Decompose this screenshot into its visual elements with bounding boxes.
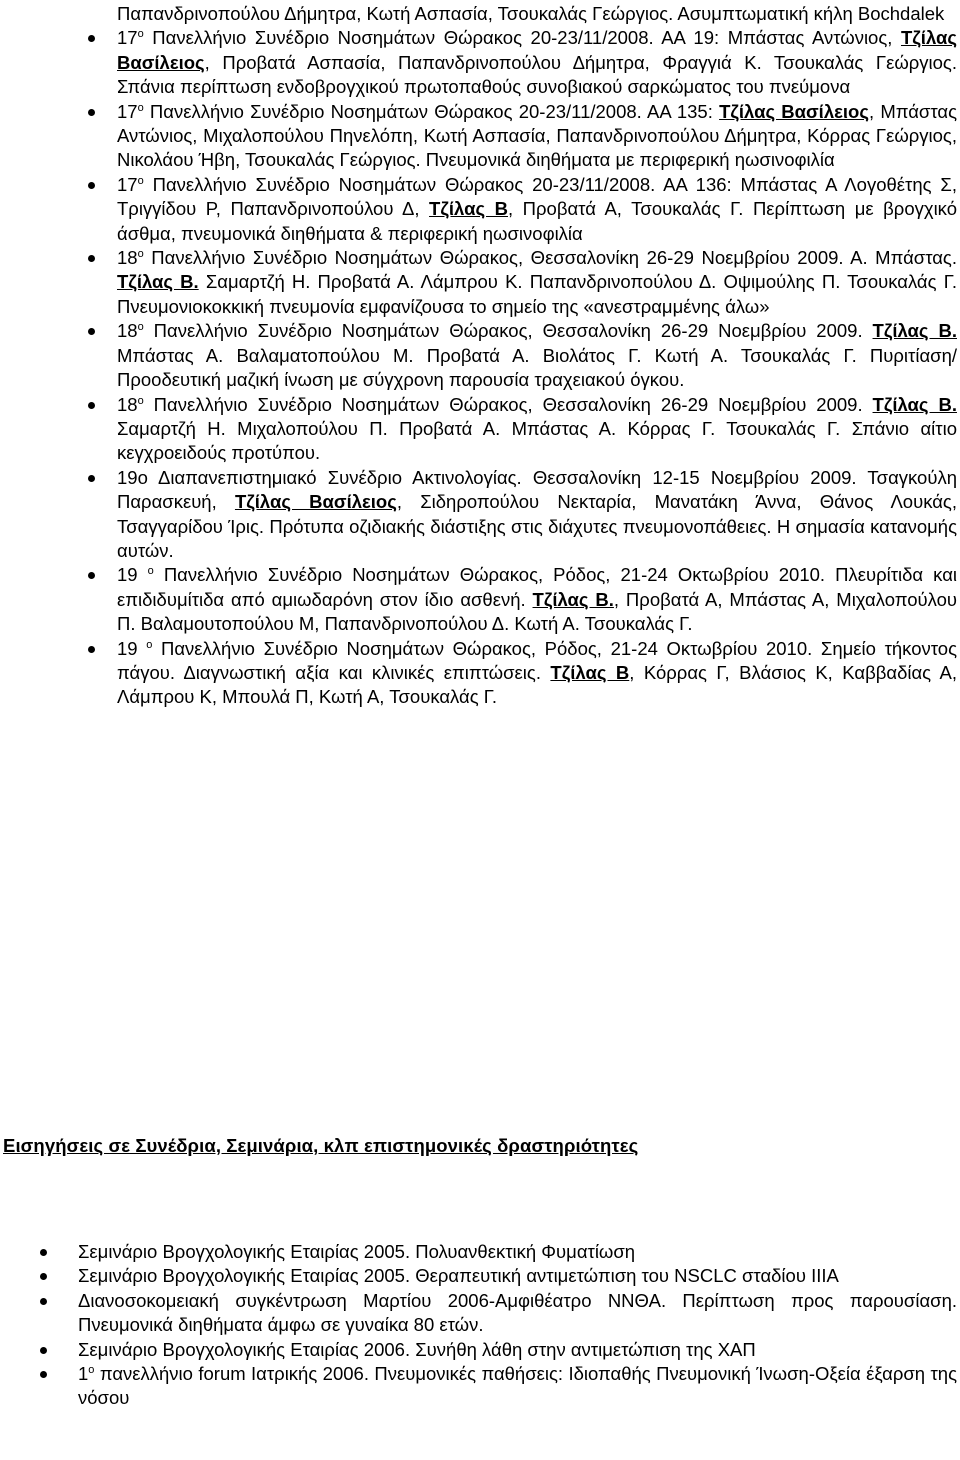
entry-text: Διανοσοκομειακή συγκέντρωση Μαρτίου 2006-Αμφιθέατρο ΝΝΘΑ. Περίπτωση προς παρουσίαση. Πνευμονικά διηθήματα άμφω σε γυναίκα 80 ετών.	[78, 1289, 957, 1336]
entry-text: Μπάστας Α. Βαλαματοπούλου Μ. Προβατά Α. Βιολάτος Γ. Κωτή Α. Τσουκαλάς Γ. Πυριτίαση/Προοδευτική μαζική ίνωση με σύγχρονη παρουσία τραχειακού όγκου.	[117, 344, 957, 391]
entry-text: Πανελλήνιο Συνέδριο Νοσημάτων Θώρακος 20-23/11/2008. ΑΑ 136: Μπάστας Α Λογοθέτης Σ, Τριγγίδου Ρ, Παπανδρινοπούλου Δ,	[117, 173, 957, 220]
entry-text: Σεμινάριο Βρογχολογικής Εταιρίας 2006. Συνήθη λάθη στην αντιμετώπιση της ΧΑΠ	[78, 1338, 756, 1360]
talks-list	[78, 1240, 957, 1411]
list-item	[117, 26, 957, 99]
author-highlight: Τζίλας Βασίλειος	[117, 27, 957, 73]
entry-text: 18	[117, 247, 138, 269]
entry-text: 18	[117, 393, 138, 415]
ordinal-superscript: ο	[137, 101, 144, 114]
author-highlight: Τζίλας Β	[429, 198, 508, 220]
list-item	[78, 1289, 957, 1338]
entry-text: Σεμινάριο Βρογχολογικής Εταιρίας 2005. Θεραπευτική αντιμετώπιση του NSCLC σταδίου ΙΙΙΑ	[78, 1265, 839, 1287]
list-item	[117, 637, 957, 710]
author-highlight: Τζίλας Β.	[532, 588, 614, 610]
ordinal-superscript: ο	[137, 28, 144, 41]
section-heading: Εισηγήσεις σε Συνέδρια, Σεμινάρια, κλπ επιστημονικές δραστηριότητες	[3, 1135, 639, 1156]
list-item	[117, 319, 957, 392]
list-item	[117, 100, 957, 173]
entry-text: Πανελλήνιο Συνέδριο Νοσημάτων Θώρακος 20-23/11/2008. ΑΑ 19: Μπάστας Αντώνιος,	[143, 27, 901, 49]
entry-text: 17	[117, 100, 138, 122]
entry-text: πανελλήνιο forum Ιατρικής 2006. Πνευμονικές παθήσεις: Ιδιοπαθής Πνευμονική Ίνωση-Οξεία έξαρση της νόσου	[78, 1363, 957, 1409]
entry-text: 17	[117, 173, 138, 195]
author-highlight: Τζίλας Βασίλειος	[234, 491, 397, 513]
entry-text: , Προβατά Ασπασία, Παπανδρινοπούλου Δήμητρα, Φραγγιά Κ. Τσουκαλάς Γεώργιος. Σπάνια περίπτωση ενδοβρογχικού πρωτοπαθούς συνοβιακού σαρκώματος του πνεύμονα	[117, 51, 957, 98]
ordinal-superscript: ο	[137, 321, 144, 334]
list-item	[78, 1264, 957, 1288]
author-highlight: Τζίλας Β.	[872, 320, 957, 342]
entry-text: Παπανδρινοπούλου Δήμητρα, Κωτή Ασπασία, Τσουκαλάς Γεώργιος. Ασυμπτωματική κήλη Bochdalek	[117, 3, 945, 24]
entry-text: 19	[117, 564, 148, 586]
entry-text: , Σιδηροπούλου Νεκταρία, Μανατάκη Άννα, Θάνος Λουκάς, Τσαγγαρίδου Ίρις. Πρότυπα οζιδιακής διάστιξης στις διάχυτες πνευμονοπάθειες. Η σημασία κατανομής αυτών.	[117, 491, 957, 561]
list-item	[117, 563, 957, 636]
list-item	[117, 246, 957, 319]
ordinal-superscript: ο	[147, 565, 154, 578]
list-item	[78, 1240, 957, 1264]
ordinal-superscript: ο	[146, 638, 153, 651]
list-item	[78, 1338, 957, 1362]
list-item	[117, 173, 957, 246]
entry-text: , Προβατά Α, Τσουκαλάς Γ. Περίπτωση με βρογχικό άσθμα, πνευμονικά διηθήματα & περιφερική ηωσινοφιλία	[117, 198, 957, 244]
entry-text: Πανελλήνιο Συνέδριο Νοσημάτων Θώρακος, Θεσσαλονίκη 26-29 Νοεμβρίου 2009.	[143, 393, 873, 415]
author-highlight: Τζίλας Β	[550, 661, 630, 683]
entry-text: Πανελλήνιο Συνέδριο Νοσημάτων Θώρακος, Θεσσαλονίκη 26-29 Νοεμβρίου 2009. Α. Μπάστας.	[143, 247, 957, 269]
entry-text: 17	[117, 27, 138, 49]
list-item	[78, 1362, 957, 1411]
entry-text: Σεμινάριο Βρογχολογικής Εταιρίας 2005. Πολυανθεκτική Φυματίωση	[78, 1241, 636, 1262]
list-item	[117, 466, 957, 564]
ordinal-superscript: ο	[137, 394, 144, 407]
entry-text: Σαμαρτζή Η. Προβατά Α. Λάμπρου Κ. Παπανδρινοπούλου Δ. Οψιμούλης Π. Τσουκαλάς Γ. Πνευμονιοκοκκική πνευμονία εμφανίζουσα το σημείο της «ανεστραμμένης άλω»	[117, 271, 957, 317]
publication-list	[117, 2, 957, 710]
entry-text: Πανελλήνιο Συνέδριο Νοσημάτων Θώρακος, Ρόδος, 21-24 Οκτωβρίου 2010. Σημείο τήκοντος πάγου. Διαγνωστική αξία και κλινικές επιπτώσεις.	[117, 637, 957, 683]
entry-text: 18	[117, 320, 138, 342]
entry-text: , Μπάστας Αντώνιος, Μιχαλοπούλου Πηνελόπη, Κωτή Ασπασία, Παπανδρινοπούλου Δήμητρα, Κόρρας Γεώργιος, Νικολάου Ήβη, Τσουκαλάς Γεώργιος. Πνευμονικά διηθήματα με περιφερική ηωσινοφιλία	[117, 100, 957, 171]
entry-text: 19ο Διαπανεπιστημιακό Συνέδριο Ακτινολογίας. Θεσσαλονίκη 12-15 Νοεμβρίου 2009. Τσαγκούλη Παρασκευή,	[117, 466, 957, 513]
author-highlight: Τζίλας Β.	[117, 271, 199, 293]
ordinal-superscript: ο	[88, 1363, 95, 1376]
entry-text: Πανελλήνιο Συνέδριο Νοσημάτων Θώρακος, Θεσσαλονίκη 26-29 Νοεμβρίου 2009.	[143, 320, 873, 342]
list-item	[117, 393, 957, 466]
entry-text: 19	[117, 637, 147, 659]
list-item	[117, 2, 957, 26]
ordinal-superscript: ο	[137, 247, 144, 260]
ordinal-superscript: ο	[137, 174, 144, 187]
entry-text: , Κόρρας Γ, Βλάσιος Κ, Καββαδίας Α, Λάμπρου Κ, Μπουλά Π, Κωτή Α, Τσουκαλάς Γ.	[117, 661, 958, 708]
entry-text: Πανελλήνιο Συνέδριο Νοσημάτων Θώρακος 20-23/11/2008. ΑΑ 135:	[143, 100, 720, 122]
entry-text: Πανελλήνιο Συνέδριο Νοσημάτων Θώρακος, Ρόδος, 21-24 Οκτωβρίου 2010. Πλευρίτιδα και επιδιδυμίτιδα από αμιωδαρόνη στον ίδιο ασθενή.	[117, 564, 958, 610]
author-highlight: Τζίλας Β.	[872, 393, 957, 415]
entry-text: , Προβατά Α, Μπάστας Α, Μιχαλοπούλου Π. Βαλαμουτοπούλου Μ, Παπανδρινοπούλου Δ. Κωτή Α. Τσουκαλάς Γ.	[117, 588, 958, 635]
entry-text: 1	[78, 1363, 89, 1385]
entry-text: Σαμαρτζή Η. Μιχαλοπούλου Π. Προβατά Α. Μπάστας Α. Κόρρας Γ. Τσουκαλάς Γ. Σπάνιο αίτιο κεγχροειδούς προτύπου.	[117, 417, 957, 464]
author-highlight: Τζίλας Βασίλειος	[719, 100, 869, 122]
